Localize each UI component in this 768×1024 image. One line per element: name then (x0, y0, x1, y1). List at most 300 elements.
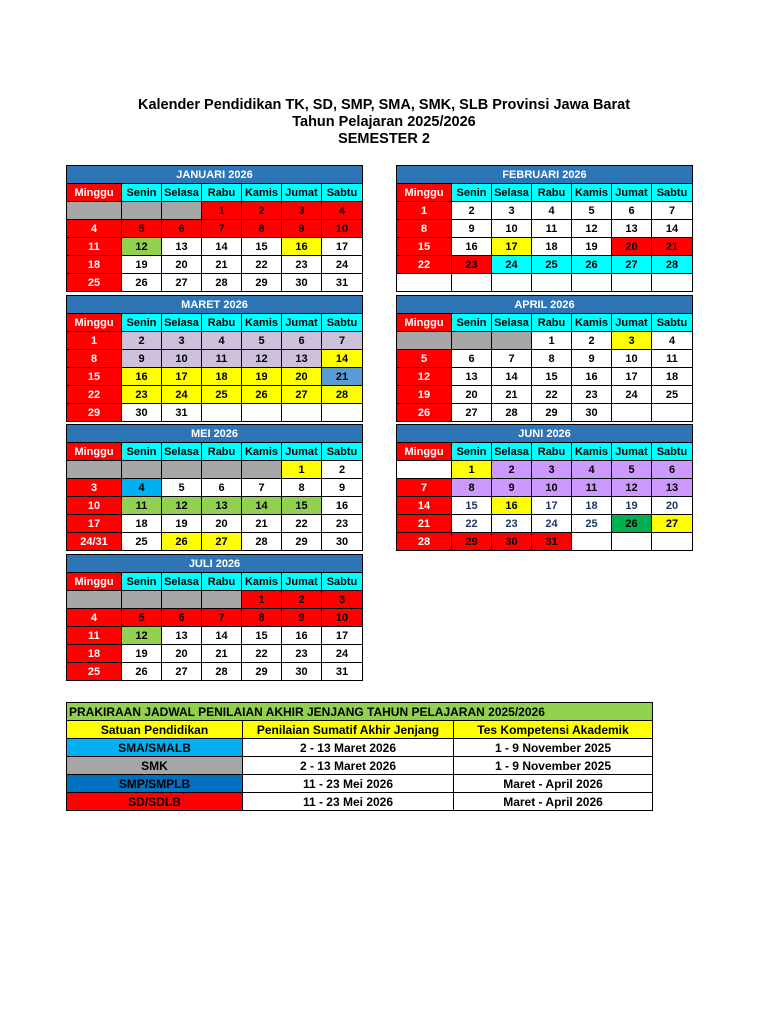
week-row (397, 533, 693, 551)
weekday-header: Selasa (492, 314, 532, 332)
day-cell: 9 (492, 479, 532, 497)
week-row (67, 332, 363, 350)
day-cell: 14 (242, 497, 282, 515)
exam-schedule-table (66, 702, 653, 811)
schedule-header-tka: Tes Kompetensi Akademik (454, 721, 653, 739)
tka-cell: Maret - April 2026 (454, 775, 653, 793)
day-cell: 26 (397, 404, 452, 422)
day-cell: 8 (67, 350, 122, 368)
weekday-header: Kamis (572, 314, 612, 332)
day-cell: 7 (652, 202, 693, 220)
day-cell: 19 (242, 368, 282, 386)
day-cell: 4 (322, 202, 363, 220)
day-cell: 4 (532, 202, 572, 220)
day-cell: 30 (492, 533, 532, 551)
schedule-title: PRAKIRAAN JADWAL PENILAIAN AKHIR JENJANG TAHUN PELAJARAN 2025/2026 (67, 703, 653, 721)
day-cell: 10 (532, 479, 572, 497)
weekday-header: Rabu (202, 443, 242, 461)
day-cell: 19 (572, 238, 612, 256)
day-cell: 7 (202, 609, 242, 627)
day-cell: 21 (492, 386, 532, 404)
week-row (67, 368, 363, 386)
week-row (397, 404, 693, 422)
month-calendar (396, 165, 693, 292)
day-cell: 9 (282, 609, 322, 627)
day-cell (612, 533, 652, 551)
day-cell: 27 (612, 256, 652, 274)
day-cell: 13 (162, 627, 202, 645)
day-cell: 1 (452, 461, 492, 479)
day-cell: 3 (67, 479, 122, 497)
day-cell: 29 (452, 533, 492, 551)
day-cell: 31 (162, 404, 202, 422)
week-row (397, 386, 693, 404)
week-row (397, 332, 693, 350)
day-cell: 5 (122, 220, 162, 238)
day-cell: 18 (67, 256, 122, 274)
weekday-header: Minggu (397, 314, 452, 332)
day-cell: 12 (572, 220, 612, 238)
day-cell: 20 (202, 515, 242, 533)
weekday-header: Minggu (397, 184, 452, 202)
day-cell: 19 (122, 256, 162, 274)
weekday-header: Jumat (612, 314, 652, 332)
day-cell: 27 (162, 663, 202, 681)
day-cell: 1 (67, 332, 122, 350)
day-cell: 25 (532, 256, 572, 274)
day-cell (572, 274, 612, 292)
day-cell: 20 (452, 386, 492, 404)
day-cell: 24 (322, 645, 363, 663)
day-cell: 23 (122, 386, 162, 404)
week-row (67, 533, 363, 551)
day-cell: 6 (202, 479, 242, 497)
weekday-header: Rabu (532, 443, 572, 461)
day-cell (122, 202, 162, 220)
sumatif-cell: 11 - 23 Mei 2026 (243, 793, 454, 811)
day-cell: 20 (162, 256, 202, 274)
day-cell: 8 (242, 220, 282, 238)
day-cell: 26 (162, 533, 202, 551)
level-cell: SMP/SMPLB (67, 775, 243, 793)
weekday-header: Minggu (67, 443, 122, 461)
day-cell (162, 591, 202, 609)
day-cell: 11 (532, 220, 572, 238)
page-title: Kalender Pendidikan TK, SD, SMP, SMA, SMK, SLB Provinsi Jawa Barat (137, 97, 631, 113)
day-cell: 25 (652, 386, 693, 404)
weekday-header: Senin (122, 314, 162, 332)
day-cell: 3 (532, 461, 572, 479)
day-cell (452, 274, 492, 292)
day-cell: 24/31 (67, 533, 122, 551)
day-cell: 3 (282, 202, 322, 220)
sumatif-cell: 11 - 23 Mei 2026 (243, 775, 454, 793)
week-row (67, 238, 363, 256)
day-cell: 13 (282, 350, 322, 368)
day-cell (652, 533, 693, 551)
week-row (67, 645, 363, 663)
schedule-row-sma (67, 739, 653, 757)
weekday-header: Sabtu (322, 573, 363, 591)
day-cell (67, 461, 122, 479)
day-cell: 15 (532, 368, 572, 386)
day-cell: 27 (162, 274, 202, 292)
weekday-header: Kamis (242, 314, 282, 332)
tka-cell: Maret - April 2026 (454, 793, 653, 811)
day-cell (242, 461, 282, 479)
day-cell: 13 (162, 238, 202, 256)
day-cell: 24 (162, 386, 202, 404)
week-row (397, 220, 693, 238)
weekday-header: Kamis (242, 573, 282, 591)
weekday-header: Senin (452, 314, 492, 332)
day-cell: 6 (162, 609, 202, 627)
day-cell: 1 (397, 202, 452, 220)
day-cell: 10 (67, 497, 122, 515)
weekday-header: Selasa (162, 184, 202, 202)
tka-cell: 1 - 9 November 2025 (454, 757, 653, 775)
day-cell: 15 (282, 497, 322, 515)
day-cell: 2 (572, 332, 612, 350)
tka-cell: 1 - 9 November 2025 (454, 739, 653, 757)
day-cell: 1 (532, 332, 572, 350)
day-cell: 19 (122, 645, 162, 663)
weekday-header: Minggu (397, 443, 452, 461)
day-cell: 5 (612, 461, 652, 479)
day-cell: 24 (492, 256, 532, 274)
day-cell: 8 (397, 220, 452, 238)
day-cell: 21 (202, 256, 242, 274)
day-cell: 28 (397, 533, 452, 551)
month-title: JANUARI 2026 (67, 166, 363, 184)
day-cell (322, 404, 363, 422)
day-cell (397, 274, 452, 292)
day-cell: 29 (282, 533, 322, 551)
day-cell: 4 (652, 332, 693, 350)
day-cell: 31 (532, 533, 572, 551)
day-cell: 28 (202, 663, 242, 681)
day-cell: 2 (122, 332, 162, 350)
day-cell: 12 (612, 479, 652, 497)
weekday-header: Sabtu (322, 443, 363, 461)
day-cell: 16 (122, 368, 162, 386)
month-calendar (66, 424, 363, 551)
day-cell: 6 (652, 461, 693, 479)
day-cell: 28 (492, 404, 532, 422)
day-cell: 9 (452, 220, 492, 238)
weekday-header: Senin (452, 443, 492, 461)
weekday-header: Rabu (202, 184, 242, 202)
day-cell (122, 461, 162, 479)
day-cell (202, 404, 242, 422)
weekday-header: Selasa (162, 314, 202, 332)
sumatif-cell: 2 - 13 Maret 2026 (243, 739, 454, 757)
day-cell: 2 (322, 461, 363, 479)
day-cell: 26 (572, 256, 612, 274)
day-cell: 13 (612, 220, 652, 238)
level-cell: SMK (67, 757, 243, 775)
day-cell: 26 (242, 386, 282, 404)
month-title: MEI 2026 (67, 425, 363, 443)
day-cell: 7 (242, 479, 282, 497)
weekday-header: Senin (122, 184, 162, 202)
day-cell: 16 (322, 497, 363, 515)
weekday-header: Jumat (282, 443, 322, 461)
day-cell: 25 (67, 663, 122, 681)
weekday-header: Minggu (67, 573, 122, 591)
weekday-header: Selasa (162, 443, 202, 461)
week-row (67, 386, 363, 404)
level-cell: SD/SDLB (67, 793, 243, 811)
day-cell: 25 (67, 274, 122, 292)
day-cell: 18 (122, 515, 162, 533)
day-cell (67, 591, 122, 609)
level-cell: SMA/SMALB (67, 739, 243, 757)
week-row (67, 479, 363, 497)
day-cell: 8 (242, 609, 282, 627)
day-cell: 22 (67, 386, 122, 404)
day-cell (452, 332, 492, 350)
day-cell: 17 (322, 238, 363, 256)
day-cell: 19 (612, 497, 652, 515)
day-cell (492, 274, 532, 292)
day-cell: 11 (652, 350, 693, 368)
day-cell: 14 (322, 350, 363, 368)
schedule-header-level: Satuan Pendidikan (67, 721, 243, 739)
day-cell: 3 (612, 332, 652, 350)
week-row (67, 220, 363, 238)
month-title: MARET 2026 (67, 296, 363, 314)
weekday-header: Jumat (282, 184, 322, 202)
day-cell (572, 533, 612, 551)
day-cell (162, 461, 202, 479)
day-cell: 22 (242, 645, 282, 663)
day-cell (122, 591, 162, 609)
week-row (67, 202, 363, 220)
day-cell: 12 (242, 350, 282, 368)
day-cell: 8 (532, 350, 572, 368)
day-cell: 15 (397, 238, 452, 256)
day-cell: 25 (122, 533, 162, 551)
week-row (397, 515, 693, 533)
week-row (67, 627, 363, 645)
week-row (397, 274, 693, 292)
day-cell (162, 202, 202, 220)
weekday-header: Minggu (67, 184, 122, 202)
schedule-header-sumatif: Penilaian Sumatif Akhir Jenjang (243, 721, 454, 739)
day-cell: 7 (322, 332, 363, 350)
day-cell (242, 404, 282, 422)
day-cell: 18 (67, 645, 122, 663)
day-cell: 17 (492, 238, 532, 256)
day-cell: 18 (532, 238, 572, 256)
weekday-header: Selasa (492, 184, 532, 202)
weekday-header: Rabu (202, 314, 242, 332)
day-cell: 5 (162, 479, 202, 497)
day-cell: 24 (322, 256, 363, 274)
weekday-header: Kamis (242, 443, 282, 461)
day-cell: 10 (162, 350, 202, 368)
month-title: APRIL 2026 (397, 296, 693, 314)
month-calendar (396, 424, 693, 551)
weekday-header: Jumat (282, 314, 322, 332)
day-cell: 20 (162, 645, 202, 663)
weekday-header: Sabtu (652, 184, 693, 202)
day-cell: 15 (67, 368, 122, 386)
weekday-header: Kamis (572, 443, 612, 461)
day-cell: 29 (242, 663, 282, 681)
day-cell: 14 (652, 220, 693, 238)
day-cell: 7 (397, 479, 452, 497)
weekday-header: Rabu (202, 573, 242, 591)
day-cell: 4 (202, 332, 242, 350)
month-calendar (396, 295, 693, 422)
day-cell: 24 (612, 386, 652, 404)
day-cell: 30 (282, 663, 322, 681)
day-cell: 28 (652, 256, 693, 274)
day-cell: 16 (282, 238, 322, 256)
weekday-header: Jumat (282, 573, 322, 591)
day-cell: 24 (532, 515, 572, 533)
month-calendar (66, 165, 363, 292)
day-cell: 5 (397, 350, 452, 368)
day-cell: 12 (162, 497, 202, 515)
day-cell: 22 (532, 386, 572, 404)
week-row (397, 497, 693, 515)
day-cell: 3 (322, 591, 363, 609)
week-row (67, 663, 363, 681)
day-cell: 6 (612, 202, 652, 220)
day-cell: 14 (202, 238, 242, 256)
weekday-header: Kamis (572, 184, 612, 202)
day-cell: 12 (122, 238, 162, 256)
day-cell: 3 (492, 202, 532, 220)
day-cell (397, 461, 452, 479)
week-row (67, 274, 363, 292)
week-row (67, 461, 363, 479)
day-cell: 7 (492, 350, 532, 368)
day-cell: 23 (282, 256, 322, 274)
day-cell: 21 (322, 368, 363, 386)
month-title: FEBRUARI 2026 (397, 166, 693, 184)
day-cell: 5 (572, 202, 612, 220)
week-row (397, 368, 693, 386)
semester-label: SEMESTER 2 (338, 131, 430, 147)
day-cell: 21 (397, 515, 452, 533)
day-cell: 6 (162, 220, 202, 238)
day-cell: 15 (452, 497, 492, 515)
day-cell: 23 (282, 645, 322, 663)
day-cell: 14 (202, 627, 242, 645)
day-cell: 20 (612, 238, 652, 256)
day-cell: 23 (452, 256, 492, 274)
weekday-header: Rabu (532, 314, 572, 332)
weekday-header: Kamis (242, 184, 282, 202)
weekday-header: Sabtu (322, 184, 363, 202)
day-cell: 14 (492, 368, 532, 386)
day-cell: 30 (572, 404, 612, 422)
month-calendar (66, 554, 363, 681)
day-cell: 7 (202, 220, 242, 238)
day-cell: 23 (322, 515, 363, 533)
day-cell: 18 (572, 497, 612, 515)
weekday-header: Selasa (162, 573, 202, 591)
schedule-row-smp (67, 775, 653, 793)
day-cell: 17 (322, 627, 363, 645)
day-cell: 4 (122, 479, 162, 497)
day-cell: 18 (652, 368, 693, 386)
day-cell: 10 (322, 220, 363, 238)
day-cell: 23 (572, 386, 612, 404)
day-cell: 11 (67, 238, 122, 256)
day-cell (612, 274, 652, 292)
day-cell: 26 (122, 274, 162, 292)
day-cell: 9 (282, 220, 322, 238)
day-cell: 16 (282, 627, 322, 645)
day-cell: 25 (202, 386, 242, 404)
day-cell (282, 404, 322, 422)
weekday-header: Sabtu (652, 314, 693, 332)
day-cell: 11 (202, 350, 242, 368)
day-cell: 17 (67, 515, 122, 533)
day-cell: 14 (397, 497, 452, 515)
weekday-header: Senin (452, 184, 492, 202)
day-cell: 15 (242, 238, 282, 256)
month-title: JUNI 2026 (397, 425, 693, 443)
schedule-row-smk (67, 757, 653, 775)
week-row (67, 515, 363, 533)
day-cell: 17 (612, 368, 652, 386)
day-cell: 20 (652, 497, 693, 515)
day-cell: 1 (242, 591, 282, 609)
day-cell (492, 332, 532, 350)
weekday-header: Jumat (612, 443, 652, 461)
day-cell: 11 (67, 627, 122, 645)
day-cell: 19 (162, 515, 202, 533)
day-cell: 28 (322, 386, 363, 404)
day-cell: 21 (652, 238, 693, 256)
day-cell: 26 (612, 515, 652, 533)
day-cell: 12 (397, 368, 452, 386)
schedule-row-sd (67, 793, 653, 811)
week-row (397, 461, 693, 479)
day-cell: 22 (282, 515, 322, 533)
day-cell: 27 (282, 386, 322, 404)
day-cell: 9 (572, 350, 612, 368)
day-cell: 8 (452, 479, 492, 497)
day-cell: 3 (162, 332, 202, 350)
day-cell: 12 (122, 627, 162, 645)
day-cell (652, 404, 693, 422)
day-cell: 5 (242, 332, 282, 350)
day-cell: 27 (452, 404, 492, 422)
week-row (67, 256, 363, 274)
day-cell: 21 (242, 515, 282, 533)
weekday-header: Jumat (612, 184, 652, 202)
month-calendar (66, 295, 363, 422)
day-cell: 25 (572, 515, 612, 533)
day-cell: 2 (282, 591, 322, 609)
day-cell: 9 (322, 479, 363, 497)
day-cell: 22 (452, 515, 492, 533)
day-cell: 1 (282, 461, 322, 479)
day-cell: 28 (242, 533, 282, 551)
day-cell: 9 (122, 350, 162, 368)
week-row (397, 202, 693, 220)
day-cell: 17 (532, 497, 572, 515)
weekday-header: Senin (122, 573, 162, 591)
day-cell: 22 (397, 256, 452, 274)
